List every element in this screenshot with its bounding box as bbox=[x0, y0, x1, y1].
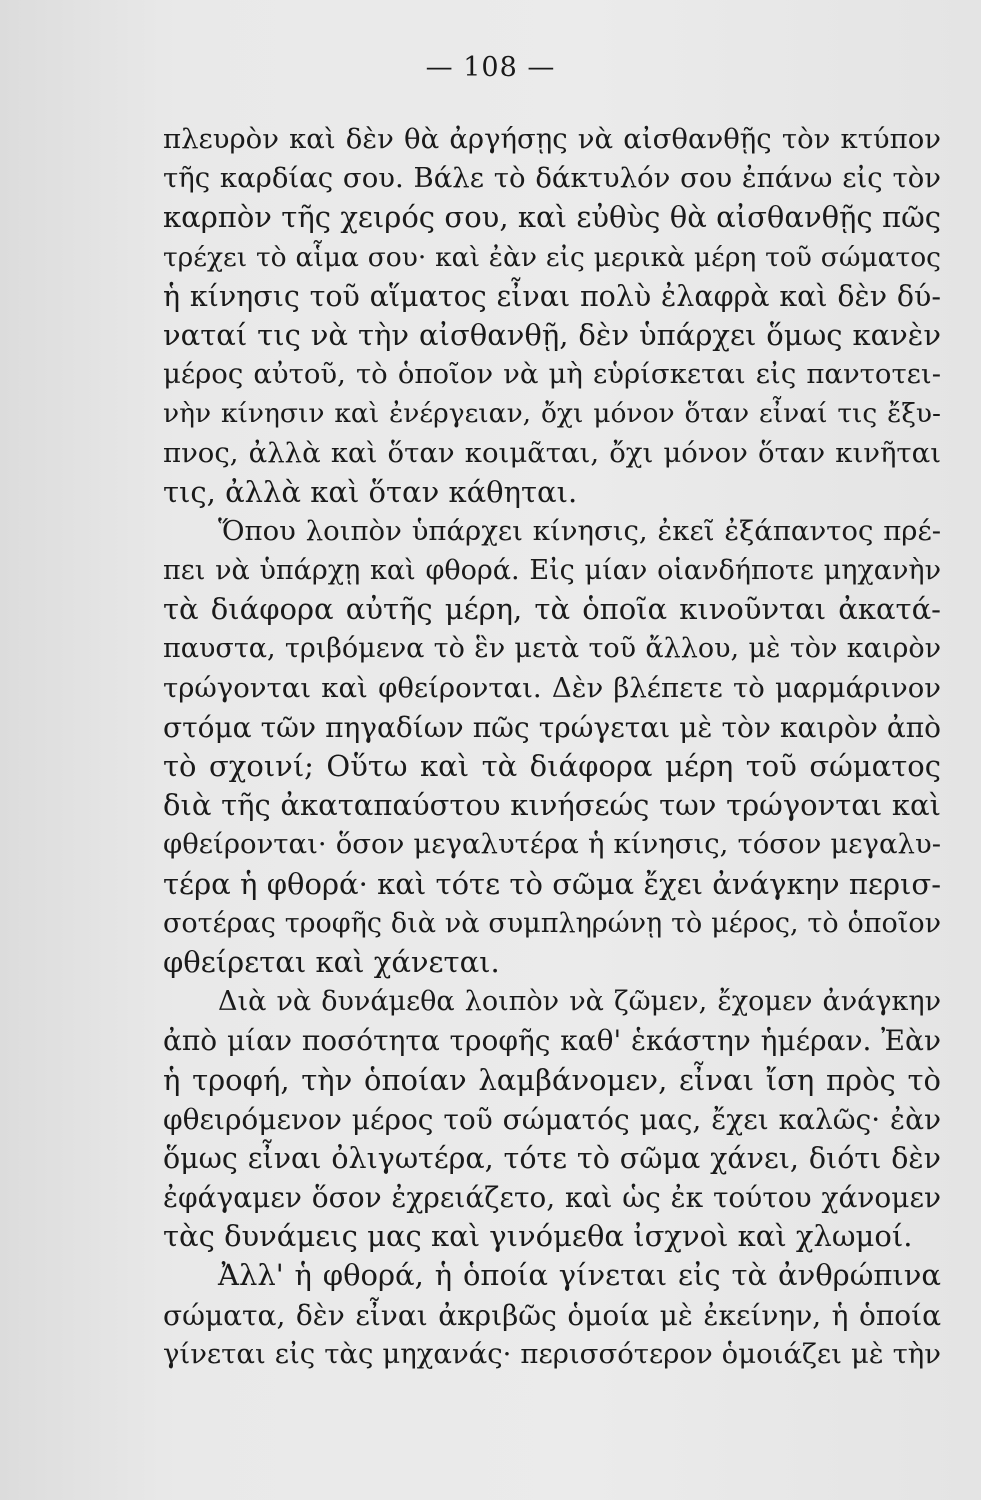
paragraph-end-line: τις, ἀλλὰ καὶ ὅταν κάθηται. bbox=[163, 474, 578, 509]
page-number: — 108 — bbox=[425, 52, 556, 83]
paragraph-start-line: Ὅπου λοιπὸν ὑπάρχει κίνησις, ἐκεῖ ἐξάπαντος πρέ- bbox=[218, 514, 941, 547]
text-line: τὸ σχοινί; Οὕτω καὶ τὰ διάφορα μέρη τοῦ σώματος bbox=[163, 749, 941, 783]
body-text bbox=[163, 120, 941, 1374]
text-line: τὰ διάφορα αὐτῆς μέρη, τὰ ὁποῖα κινοῦνται ἀκατά- bbox=[163, 592, 941, 627]
text-line: νὴν κίνησιν καὶ ἐνέργειαν, ὄχι μόνον ὅταν εἶναί τις ἔξυ- bbox=[163, 398, 941, 430]
text-line: σώματα, δὲν εἶναι ἀκριβῶς ὁμοία μὲ ἐκείνην, ἡ ὁποία bbox=[163, 1298, 941, 1332]
text-line: ναταί τις νὰ τὴν αἰσθανθῇ, δὲν ὑπάρχει ὅμως κανὲν bbox=[163, 317, 941, 352]
paragraph-end-line: τὰς δυνάμεις μας καὶ γινόμεθα ἰσχνοὶ καὶ χλωμοί. bbox=[163, 1219, 913, 1254]
text-line: ἡ τροφή, τὴν ὁποίαν λαμβάνομεν, εἶναι ἴση πρὸς τὸ bbox=[163, 1062, 941, 1097]
text-line: γίνεται εἰς τὰς μηχανάς· περισσότερον ὁμοιάζει μὲ τὴν bbox=[163, 1337, 941, 1370]
text-line: ἀπὸ μίαν ποσότητα τροφῆς καθ' ἑκάστην ἡμέραν. Ἐὰν bbox=[163, 1024, 941, 1058]
text-line: φθείρονται· ὅσον μεγαλυτέρα ἡ κίνησις, τόσον μεγαλυ- bbox=[163, 828, 941, 861]
text-line: ὅμως εἶναι ὀλιγωτέρα, τότε τὸ σῶμα χάνει, διότι δὲν bbox=[163, 1141, 941, 1175]
text-line: ἐφάγαμεν ὅσον ἐχρειάζετο, καὶ ὡς ἐκ τούτου χάνομεν bbox=[163, 1181, 941, 1215]
text-line: πει νὰ ὑπάρχῃ καὶ φθορά. Εἰς μίαν οἱανδήποτε μηχανὴν bbox=[163, 555, 941, 587]
text-line: τῆς καρδίας σου. Βάλε τὸ δάκτυλόν σου ἐπάνω εἰς τὸν bbox=[163, 162, 941, 195]
paragraph-start-line: Διὰ νὰ δυνάμεθα λοιπὸν νὰ ζῶμεν, ἔχομεν ἀνάγκην bbox=[218, 986, 941, 1018]
text-line: παυστα, τριβόμενα τὸ ἓν μετὰ τοῦ ἄλλου, μὲ τὸν καιρὸν bbox=[163, 633, 941, 665]
text-line: τρώγονται καὶ φθείρονται. Δὲν βλέπετε τὸ μαρμάρινον bbox=[163, 671, 941, 704]
text-line: πνος, ἀλλὰ καὶ ὅταν κοιμᾶται, ὄχι μόνον ὅταν κινῆται bbox=[163, 436, 941, 469]
paragraph-start-line: Ἀλλ' ἡ φθορά, ἡ ὁποία γίνεται εἰς τὰ ἀνθρώπινα bbox=[218, 1258, 941, 1293]
text-line: καρπὸν τῆς χειρός σου, καὶ εὐθὺς θὰ αἰσθανθῇς πῶς bbox=[163, 200, 941, 235]
text-line: μέρος αὐτοῦ, τὸ ὁποῖον νὰ μὴ εὑρίσκεται εἰς παντοτει- bbox=[163, 358, 941, 391]
paragraph-end-line: φθείρεται καὶ χάνεται. bbox=[163, 944, 500, 979]
text-line: στόμα τῶν πηγαδίων πῶς τρώγεται μὲ τὸν καιρὸν ἀπὸ bbox=[163, 710, 941, 744]
text-line: τέρα ἡ φθορά· καὶ τότε τὸ σῶμα ἔχει ἀνάγκην περισ- bbox=[163, 866, 941, 901]
text-line: φθειρόμενον μέρος τοῦ σώματός μας, ἔχει καλῶς· ἐὰν bbox=[163, 1102, 941, 1136]
text-line: σοτέρας τροφῆς διὰ νὰ συμπληρώνῃ τὸ μέρος, τὸ ὁποῖον bbox=[163, 907, 941, 939]
text-line: πλευρὸν καὶ δὲν θὰ ἀργήσῃς νὰ αἰσθανθῇς τὸν κτύπον bbox=[163, 123, 941, 155]
text-line: διὰ τῆς ἀκαταπαύστου κινήσεώς των τρώγονται καὶ bbox=[163, 788, 941, 823]
text-line: ἡ κίνησις τοῦ αἵματος εἶναι πολὺ ἐλαφρὰ καὶ δὲν δύ- bbox=[163, 279, 941, 313]
text-line: τρέχει τὸ αἷμα σου· καὶ ἐὰν εἰς μερικὰ μέρη τοῦ σώματος bbox=[163, 241, 941, 273]
